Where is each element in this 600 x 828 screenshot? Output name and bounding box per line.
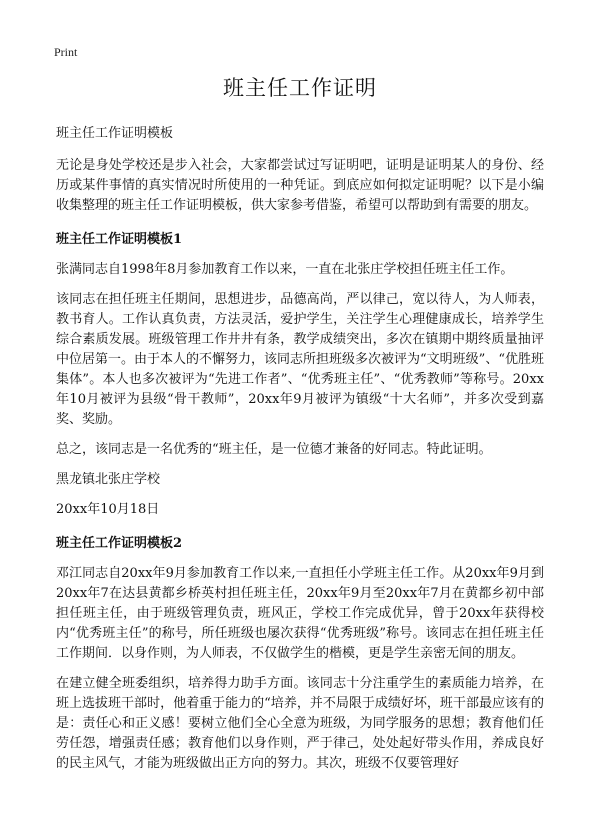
section-2-paragraph-1: 邓江同志自20xx年9月参加教育工作以来,一直担任小学班主任工作。从20xx年9月到20xx年7在达县黄都乡桥英村担任班主任，20xx年9月至20xx年7月在黄都乡初中部担任班主任，由于班级管理负责，班风正，学校工作完成优异，曾于20xx年获得校内“优秀班主任”的称号，所任班级也屡次获得“优秀班级”称号。该同志在担任班主任工作期间．以身作则，为人师表，不仅做学生的楷模，更是学生亲密无间的朋友。 bbox=[56, 566, 544, 661]
section-1-paragraph-2: 该同志在担任班主任期间，思想进步，品德高尚，严以律己，宽以待人，为人师表，教书育人。工作认真负责，方法灵活，爱护学生，关注学生心理健康成长，培养学生综合素质发展。班级管理工作井井有条，教学成绩突出，多次在镇期中期终质量抽评中位居第一。由于本人的不懈努力，该同志所担班级多次被评为“文明班级”、“优胜班集体”。本人也多次被评为“先进工作者”、“优秀班主任”、“优秀教师”等称号。20xx年10月被评为县级“骨干教师”，20xx年9月被评为镇级“十大名师”，并多次受到嘉奖、奖励。 bbox=[56, 292, 544, 427]
print-label: Print bbox=[54, 45, 78, 59]
section-1-heading: 班主任工作证明模板1 bbox=[56, 232, 183, 247]
section-2-paragraph-2: 在建立健全班委组织，培养得力助手方面。该同志十分注重学生的素质能力培养，在班上选拔班干部时，他着重于能力的“培养，并不局限于成绩好坏，班干部最应该有的是：责任心和正义感！要树立他们全心全意为班级，为同学服务的思想；教育他们任劳任怨，增强责任感；教育他们以身作则，严于律己，处处起好带头作用，养成良好的民主风气，才能为班级做出正方向的努力。其次，班级不仅要管理好 bbox=[56, 676, 544, 771]
section-1-date: 20xx年10月18日 bbox=[56, 502, 160, 517]
intro-paragraph: 无论是身处学校还是步入社会，大家都尝试过写证明吧，证明是证明某人的身份、经历或某件事情的真实情况时所使用的一种凭证。到底应如何拟定证明呢？以下是小编收集整理的班主任工作证明模板，供大家参考借鉴，希望可以帮助到有需要的朋友。 bbox=[56, 158, 544, 213]
section-1-signature: 黑龙镇北张庄学校 bbox=[56, 472, 161, 487]
section-2-heading: 班主任工作证明模板2 bbox=[56, 536, 183, 551]
section-1-paragraph-3: 总之，该同志是一名优秀的“班主任，是一位德才兼备的好同志。特此证明。 bbox=[56, 442, 492, 457]
section-1-paragraph-1: 张满同志自1998年8月参加教育工作以来，一直在北张庄学校担任班主任工作。 bbox=[56, 262, 514, 277]
document-subtitle: 班主任工作证明模板 bbox=[56, 126, 174, 141]
page-title: 班主任工作证明 bbox=[223, 76, 377, 100]
